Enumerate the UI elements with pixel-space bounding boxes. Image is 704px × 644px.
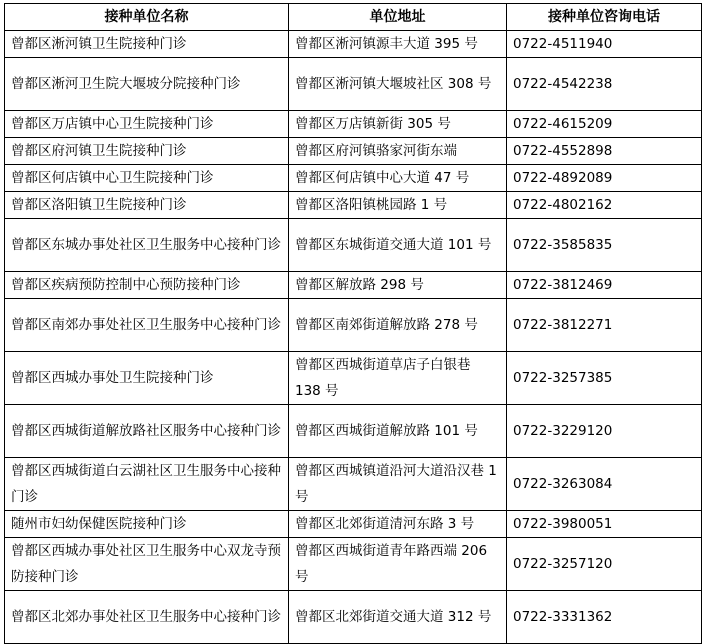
phone-cell: 0722-3257385	[507, 352, 702, 405]
phone-cell: 0722-3263084	[507, 458, 702, 511]
phone-cell: 0722-4511940	[507, 31, 702, 58]
table-row	[5, 219, 702, 272]
table-row	[5, 538, 702, 591]
unit-address-cell: 曾都区东城街道交通大道 101 号	[289, 219, 507, 272]
phone-cell: 0722-3585835	[507, 219, 702, 272]
unit-name-cell: 曾都区西城街道白云湖社区卫生服务中心接种门诊	[5, 458, 289, 511]
unit-name-cell: 曾都区万店镇中心卫生院接种门诊	[5, 111, 289, 138]
table-row	[5, 458, 702, 511]
unit-name-cell: 曾都区何店镇中心卫生院接种门诊	[5, 165, 289, 192]
phone-cell: 0722-4542238	[507, 58, 702, 111]
unit-address-cell: 曾都区万店镇新街 305 号	[289, 111, 507, 138]
unit-name-cell: 曾都区淅河镇卫生院接种门诊	[5, 31, 289, 58]
unit-address-cell: 曾都区府河镇骆家河街东端	[289, 138, 507, 165]
unit-address-cell: 曾都区南郊街道解放路 278 号	[289, 299, 507, 352]
unit-address-cell: 曾都区西城街道青年路西端 206 号	[289, 538, 507, 591]
table-row	[5, 352, 702, 405]
phone-cell: 0722-3257120	[507, 538, 702, 591]
vaccination-units-table	[4, 3, 702, 644]
unit-address-cell: 曾都区淅河镇源丰大道 395 号	[289, 31, 507, 58]
header-unit-address: 单位地址	[289, 4, 507, 31]
phone-cell: 0722-3812271	[507, 299, 702, 352]
unit-name-cell: 曾都区洛阳镇卫生院接种门诊	[5, 192, 289, 219]
unit-address-cell: 曾都区解放路 298 号	[289, 272, 507, 299]
unit-name-cell: 曾都区西城街道解放路社区服务中心接种门诊	[5, 405, 289, 458]
table-row	[5, 138, 702, 165]
header-unit-name: 接种单位名称	[5, 4, 289, 31]
table-row	[5, 31, 702, 58]
unit-name-cell: 曾都区东城办事处社区卫生服务中心接种门诊	[5, 219, 289, 272]
unit-name-cell: 曾都区疾病预防控制中心预防接种门诊	[5, 272, 289, 299]
phone-cell: 0722-3331362	[507, 591, 702, 644]
unit-address-cell: 曾都区西城街道草店子白银巷 138 号	[289, 352, 507, 405]
table-header-row	[5, 4, 702, 31]
table-row	[5, 165, 702, 192]
unit-address-cell: 曾都区西城街道解放路 101 号	[289, 405, 507, 458]
unit-name-cell: 曾都区府河镇卫生院接种门诊	[5, 138, 289, 165]
phone-cell: 0722-4552898	[507, 138, 702, 165]
unit-name-cell: 曾都区南郊办事处社区卫生服务中心接种门诊	[5, 299, 289, 352]
table-row	[5, 511, 702, 538]
unit-address-cell: 曾都区洛阳镇桃园路 1 号	[289, 192, 507, 219]
table-row	[5, 299, 702, 352]
unit-name-cell: 曾都区西城办事处社区卫生服务中心双龙寺预防接种门诊	[5, 538, 289, 591]
table-row	[5, 591, 702, 644]
unit-address-cell: 曾都区何店镇中心大道 47 号	[289, 165, 507, 192]
unit-address-cell: 曾都区淅河镇大堰坡社区 308 号	[289, 58, 507, 111]
unit-name-cell: 曾都区西城办事处卫生院接种门诊	[5, 352, 289, 405]
table-row	[5, 405, 702, 458]
phone-cell: 0722-3980051	[507, 511, 702, 538]
unit-address-cell: 曾都区北郊街道交通大道 312 号	[289, 591, 507, 644]
table-body	[5, 31, 702, 644]
table-row	[5, 272, 702, 299]
phone-cell: 0722-4802162	[507, 192, 702, 219]
table-row	[5, 58, 702, 111]
unit-name-cell: 曾都区淅河卫生院大堰坡分院接种门诊	[5, 58, 289, 111]
unit-name-cell: 随州市妇幼保健医院接种门诊	[5, 511, 289, 538]
header-phone: 接种单位咨询电话	[507, 4, 702, 31]
phone-cell: 0722-4615209	[507, 111, 702, 138]
unit-address-cell: 曾都区西城镇道沿河大道沿汉巷 1 号	[289, 458, 507, 511]
phone-cell: 0722-3812469	[507, 272, 702, 299]
unit-address-cell: 曾都区北郊街道清河东路 3 号	[289, 511, 507, 538]
unit-name-cell: 曾都区北郊办事处社区卫生服务中心接种门诊	[5, 591, 289, 644]
phone-cell: 0722-4892089	[507, 165, 702, 192]
phone-cell: 0722-3229120	[507, 405, 702, 458]
table-row	[5, 111, 702, 138]
table-row	[5, 192, 702, 219]
